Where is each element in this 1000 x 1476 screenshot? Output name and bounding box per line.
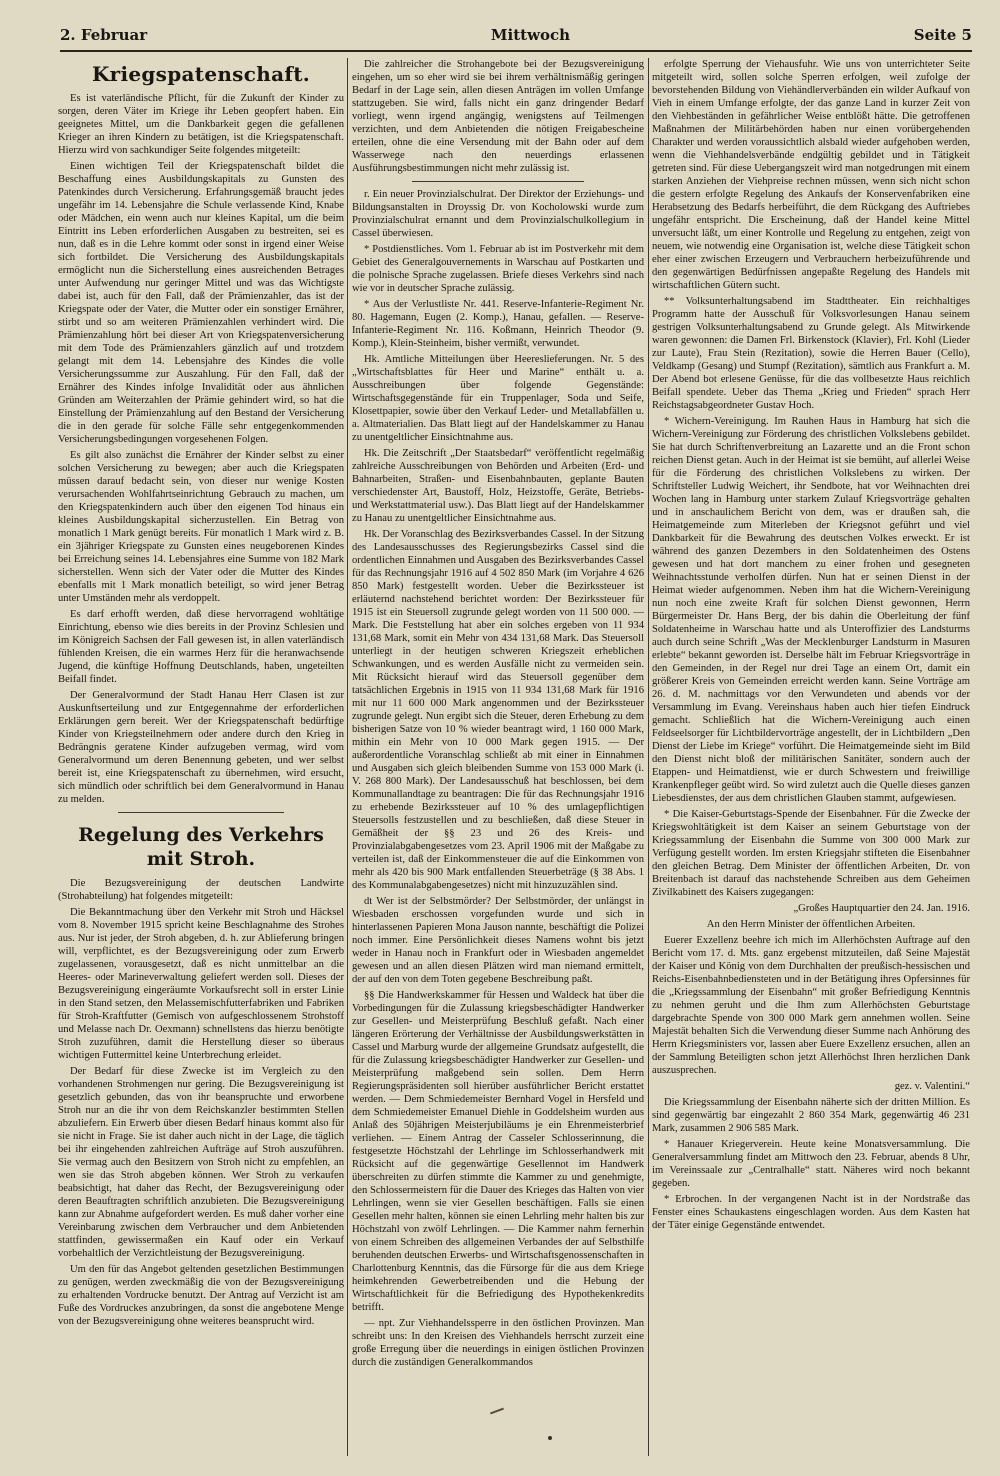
letter-body: Euerer Exzellenz beehre ich mich im Allerhöchsten Auftrage auf den Bericht vom 17. d. Mts. ganz ergebenst mitzuteilen, daß Seine Majestät der Kaiser und König von dem Durchhalten der preußisch-hessischen und Reichs-Eisenbahnbediensteten und in der Betätigung ihres Opfersinnes für die „Kriegssammlung der Eisenbahn“ mit großer Befriedigung Kenntnis zu nehmen geruht und die Ihm zum Allerhöchsten Geburtstage dargebrachte Spende von 300 000 Mark gern annehmen wollen. Seine Majestät behalten Sich die Verwendung dieser Summe nach Anhörung des Herrn Kriegsministers vor, lassen aber Euere Exzellenz ersuchen, allen an der Sammlung Beteiligten schon jetzt Allerhöchst Ihren herzlichen Dank auszusprechen. [652, 935, 970, 1076]
news-item-kaiser-spende: * Die Kaiser-Geburtstags-Spende der Eisenbahner. Für die Zwecke der Kriegswohltätigkeit ist dem Kaiser an seinem Geburtstage von der Kriegssammlung der Eisenbahn die Summe von 300 000 Mark zur Verfügung gestellt worden. Im ersten Kriegsjahr stifteten die Eisenbahner den gleichen Betrag. Dem Minister der öffentlichen Arbeiten, Dr. von Breitenbach ist darauf das nachstehende Schreiben aus dem Geheimen Zivilkabinett des Kaisers zugegangen: [652, 809, 970, 898]
column-1 [58, 58, 344, 1456]
news-item-staatsbedarf: Hk. Die Zeitschrift „Der Staatsbedarf“ veröffentlicht regelmäßig zahlreiche Ausschreibungen von Behörden und Arbeiten (Erd- und Bahnarbeiten, Straßen- und Eisenbahnbauten, geplante Bauten verschiedenster Art, Baustoff, Holz, Heizstoffe, Geräte, Betriebs- und Werkstattmaterial usw.). Das Blatt liegt auf der Handelskammer zu Hanau zu unentgeltlicher Einsichtnahme aus. [352, 448, 644, 524]
letter-addressee: An den Herrn Minister der öffentlichen Arbeiten. [706, 919, 916, 930]
article-paragraph: Es darf erhofft werden, daß diese hervorragend wohltätige Einrichtung, ebenso wie dies bereits in der Provinz Schlesien und im Königreich Sachsen der Fall gewesen ist, in allen vaterländisch fühlenden Kreisen, die ein warmes Herz für die heranwachsende Jugend, die künftige Hoffnung Deutschlands, haben, ungeteilten Beifall findet. [58, 609, 344, 685]
news-item-voranschlag: Hk. Der Voranschlag des Bezirksverbandes Cassel. In der Sitzung des Landesausschusses des Regierungsbezirks Cassel sind die ordentlichen Einnahmen und Ausgaben des Bezirksverbandes Cassel für das Rechnungsjahr 1916 auf 4 502 850 Mark (im Vorjahre 4 626 850 Mark) festgestellt worden. Ueber die Bezirkssteuer ist erläuternd nachstehend berichtet worden: Der Bezirkssteuer für 1915 ist ein Steuersoll zugrunde gelegt worden von 11 500 000. — Mark. Die Feststellung hat aber ein solches ergeben von 11 934 131,68 Mark, somit ein Mehr von 434 131,68 Mark. Das Steuersoll unterliegt in der heutigen schweren Kriegszeit erheblichen Schwankungen, und es werden Ausfälle nicht zu vermeiden sein. Mit Rücksicht hierauf wird das Steuersoll gegenüber dem tatsächlichen Ergebnis in 1915 von 11 934 131,68 Mark für 1916 mit nur 11 600 000 Mark angenommen und der Bezirkssteuer zugrunde gelegt. Nun ergibt sich die Steuer, deren Erhebung zu dem bisherigen Satze von 10 % wieder beantragt wird, 1 160 000 Mark, mithin ein Mehr von 10 000 Mark gegen 1915. — Der außerordentliche Voranschlag schließt ab mit einer in Einnahmen und Ausgaben sich gleich bleibenden Summe von 153 000 Mark (i. V. 268 800 Mark). Der Landesausschuß hat beschlossen, bei dem Kommunallandtage zu beantragen: Die für das Rechnungsjahr 1916 zu erhebende Bezirkssteuer auf 10 % des umlagepflichtigen Steuersolls festzustellen und zu beschließen, daß diese Steuer in Gemäßheit der §§ 23 und 26 des Kreis- und Provinzialabgabengesetzes vom 23. April 1906 mit der Maßgabe zu verteilen ist, daß der Einkommensteuer die auf die Einkommen von mehr als 420 bis 900 Mark entfallenden Steuerbeträge (§ 38 Abs. 1 des Kommunalabgabengesetzes) nicht mit hinzuzuzählen sind. [352, 529, 644, 891]
column-rule [347, 58, 348, 1456]
header-page-number: Seite 5 [913, 26, 972, 44]
column-3 [652, 58, 970, 1456]
article-paragraph: Die Kriegssammlung der Eisenbahn näherte sich der dritten Million. Es sind gegenwärtig bar eingezahlt 2 860 354 Mark, gegenwärtig 46 231 Mark, zusammen 2 906 585 Mark. [652, 1097, 970, 1134]
news-item-volksunterhaltungsabend: ** Volksunterhaltungsabend im Stadttheater. Ein reichhaltiges Programm hatte der Ausschuß für Volksvorlesungen Hanau seinem gestrigen Volksunterhaltungsabend zu Grunde gelegt. Als Mitwirkende waren gewonnen: die Damen Frl. Birkenstock (Klavier), Frl. Kohl (Lieder zur Laute), Frau Stein (Rezitation), sowie die Herren Bauer (Cello), Veldkamp (Gesang) und Stumpf (Rezitation), sämtlich aus Frankfurt a. M. Der Abend bot erlesene Genüsse, für die das vollbesetzte Haus reichlich Beifall spendete. Ueber das Thema „Krieg und Frieden“ sprach Herr Reichstagsabgeordneter Gustav Hoch. [652, 296, 970, 411]
news-item-heereslieferungen: Hk. Amtliche Mitteilungen über Heereslieferungen. Nr. 5 des „Wirtschaftsblattes für Heer und Marine“ enthält u. a. Ausschreibungen über folgende Gegenstände: Wirtschaftsgegenstände für ein Truppenlager, Soda und Seife, Klosettpapier, sowie über den Verkauf Leder- und Metallabfällen u. a. Altmaterialien. Das Blatt liegt auf der Handelskammer zu Hanau zu unentgeltlicher Einsichtnahme aus. [352, 354, 644, 443]
news-item-kriegerverein: * Hanauer Kriegerverein. Heute keine Monatsversammlung. Die Generalversammlung findet am Mittwoch den 23. Februar, abends 8 Uhr, im Vereinssaale zur „Centralhalle“ statt. Näheres wird noch bekannt gegeben. [652, 1139, 970, 1189]
article-paragraph: Einen wichtigen Teil der Kriegspatenschaft bildet die Beschaffung eines Ausbildungskapitals zu Gunsten des Patenkindes durch Versicherung. Erfahrungsgemäß braucht jedes ungefähr im 14. Lebensjahre die Schule verlassende Kind, Knabe oder Mädchen, ein wenn auch nur kleines Kapital, um die beim Eintritt ins Leben erforderlichen Ausgaben zu bestreiten, sei es nun, daß es in die Lehre kommt oder sonst in irgend einer Weise sich fortbildet. Die Versicherung des Ausbildungskapitals ermöglicht nun die Sicherstellung eines ausreichenden Betrages unter Aufwendung nur geringer Mittel und was das Wichtigste dabei ist, auch für den Fall, daß der Prämienzahler, das ist der Kriegspate oder der Vater, die Mutter oder ein sonstiger Ernährer, stirbt und so am weiteren Prämienzahlen verhindert wird. Die Prämienzahlung hört bei dieser Art von Kriegspatenversicherung mit dem Tode des Prämienzahlers gänzlich auf und trotzdem gelangt mit dem 14. Lebensjahre des Kindes die volle Versicherungssumme zur Auszahlung. Für den Fall, daß der Ernährer des Kindes infolge Invalidität oder aus ähnlichen Gründen am Weiterzahlen der Prämie gehindert wird, so hat die Einstellung der Prämienzahlung auf den Bestand der Versicherung die in den gerade für solche Fälle sehr entgegenkommenden Versicherungsbedingungen vorgesehenen Folgen. [58, 161, 344, 445]
article-separator [118, 812, 284, 813]
news-item-provinzialschulrat: r. Ein neuer Provinzialschulrat. Der Direktor der Erziehungs- und Bildungsanstalten in Droyssig Dr. von Kocholowski wurde zum Provinzialschulrat ernannt und dem Provinzialschulkollegium in Cassel überwiesen. [352, 189, 644, 239]
news-item-handwerkskammer: §§ Die Handwerkskammer für Hessen und Waldeck hat über die Vorbedingungen für die Zulassung kriegsbeschädigter Handwerker zur Gesellen- und Meisterprüfung Beschluß gefaßt. Nach einer längeren Erörterung der Verhältnisse der Ausbildungswerkstätten in Cassel und Marburg wurde der allgemeine Grundsatz aufgestellt, die für die Zulassung kriegsbeschädigter Handwerker zur Gesellen- und Meisterprüfung maßgebend sein sollen. Dem Herrn Regierungspräsidenten soll hierüber ausführlicher Bericht erstattet werden. — Dem Schmiedemeister Bernhard Vogel in Hersfeld und dem Schmiedemeister Emanuel Diehle in Goddelsheim wurden aus Anlaß des 50jährigen Meisterjubiläums je ein Ehrenmeisterbrief verliehen. — Einem Antrag der Casseler Schlosserinnung, die festgesetzte Höchstzahl der Lehrlinge im Schlosserhandwerk mit Rücksicht auf die gegenwärtige Gesellennot im Handwerk überschreiten zu dürfen stimmte die Kammer zu und genehmigte, den Schlossermeistern für die Dauer des Krieges das Halten von vier Lehrlingen, wenn sie vier Gesellen beschäftigen. Falls sie einen Gesellen mehr halten, können sie einen Lehrling mehr halten bis zur Höchstzahl von zwölf Lehrlingen. — Die Kammer nahm fernerhin von einem Schreiben des allgemeinen Verbandes der auf Selbsthilfe beruhenden deutschen Erwerbs- und Wirtschaftsgenossenschaften in Charlottenburg Kenntnis, das die Fürsorge für die aus dem Kriege heimkehrenden Gewerbetreibenden und die Hebung der Wirtschaftlichkeit für die Befriedigung des Hypothekenkredits betrifft. [352, 990, 644, 1313]
column-rule [648, 58, 649, 1456]
page-header [60, 20, 972, 52]
article-paragraph: erfolgte Sperrung der Viehausfuhr. Wie uns von unterrichteter Seite mitgeteilt wird, sollen solche Sperren erfolgen, weil zufolge der bevorstehenden Bildung von Viehändlerverbänden ein wilder Aufkauf von Vieh in einem Umfange erfolgte, der das ganze Land in kurzer Zeit von den Viehbeständen in gefährlicher Weise entblößt hätte. Die getroffenen Maßnahmen der Militärbehörden haben nur einen vorübergehenden Charakter und werden voraussichtlich alsbald wieder aufgehoben werden, wenn die Viehhandelsverbände endgültig gebildet und in Tätigkeit getreten sind. Für diese Uebergangszeit wird man notgedrungen mit einem starken Anziehen der Viehpreise rechnen müssen, wenn sich nicht schon die gestern erfolgte Regelung des Ankaufs der Konservenfabriken eine Herabsetzung des Bedarfs herbeiführt, die dem Rückgang des Auftriebes ungefähr entspricht. Die Erscheinung, daß der Handel keine Mittel unversucht läßt, um einer Kontrolle und Regelung zu entgehen, zeigt von neuem, wie notwendig eine Organisation ist, welche diese Tätigkeit schon eher einer zwischen Erzeugern und Verbrauchern herbeizuführende und den gegenwärtigen Bedürfnissen angepaßte Regelung des Handels mit wirtschaftlichen Gütern sucht. [652, 59, 970, 291]
article-paragraph: Es ist vaterländische Pflicht, für die Zukunft der Kinder zu sorgen, deren Väter im Kriege ihr Leben geopfert haben. Ein geeignetes Mittel, um die Dankbarkeit gegen die gefallenen Krieger an ihren Kindern zu betätigen, ist die Kriegspatenschaft. Hierzu wird von sachkundiger Seite folgendes mitgeteilt: [58, 93, 344, 156]
article-paragraph: Um den für das Angebot geltenden gesetzlichen Bestimmungen zu genügen, werden zweckmäßig die von der Bezugsvereinigung zu erhaltenden Vordrucke benutzt. Der Antrag auf Verzicht ist am Fuße des Vordruckes anzubringen, da sonst die angebotene Menge von der Bezugsvereinigung ohne weiteres beansprucht wird. [58, 1264, 344, 1327]
news-item-erbrochen: * Erbrochen. In der vergangenen Nacht ist in der Nordstraße das Fenster eines Schaukastens eingeschlagen worden. Aus dem Kasten hat der Täter einige Gegenstände entwendet. [652, 1194, 970, 1231]
news-item-verlustliste: * Aus der Verlustliste Nr. 441. Reserve-Infanterie-Regiment Nr. 80. Hagemann, Eugen (2. Komp.), Hanau, gefallen. — Reserve-Infanterie-Regiment Nr. 116. Koßmann, Heinrich Theodor (9. Komp.), Klein-Steinheim, bisher vermißt, verwundet. [352, 299, 644, 349]
news-item-selbstmoerder: dt Wer ist der Selbstmörder? Der Selbstmörder, der unlängst in Wiesbaden erschossen vorgefunden wurde und sich in hinterlassenen Papieren Mona Jauson nannte, beschäftigt die Polizei noch immer. Eine Persönlichkeit dieses Namens wohnt bis jetzt weder in Hanau noch in Frankfurt oder in Wiesbaden angemeldet gewesen und an allen diesen Plätzen wird man niemand ermittelt, der auf den von dem Toten gegebene Beschreibung paßt. [352, 896, 644, 985]
letter-dateline: „Großes Hauptquartier den 24. Jan. 1916. [793, 903, 970, 914]
article-paragraph: Der Generalvormund der Stadt Hanau Herr Clasen ist zur Auskunftserteilung und zur Entgegennahme der erforderlichen Erklärungen gern bereit. Wer der Kriegspatenschaft bedürftige Kinder von Kriegsteilnehmern oder andere durch den Krieg in Bedrängnis geratene Kinder aufzugeben vermag, wird vom Generalvormund um deren Benennung gebeten, und wer selbst bereit ist, eine Kriegspatenschaft zu übernehmen, wird ersucht, sich mündlich oder schriftlich bei dem Generalvormund in Hanau zu melden. [58, 690, 344, 805]
news-item-postdienstliches: * Postdienstliches. Vom 1. Februar ab ist im Postverkehr mit dem Gebiet des Generalgouvernements in Warschau auf Postkarten und die polnische Sprache zugelassen. Briefe dieses Verkehrs sind nach wie vor in deutscher Sprache zulässig. [352, 244, 644, 294]
header-weekday: Mittwoch [490, 26, 571, 44]
ink-dot [548, 1436, 552, 1440]
headline-kriegspatenschaft: Kriegspatenschaft. [91, 62, 311, 86]
article-paragraph: Die Bezugsvereinigung der deutschen Landwirte (Strohabteilung) hat folgendes mitgeteilt: [58, 878, 344, 902]
news-item-wichern-vereinigung: * Wichern-Vereinigung. Im Rauhen Haus in Hamburg hat sich die Wichern-Vereinigung zur Förderung des christlichen Volkslebens gebildet. Sie hat durch Schriftenverbreitung an Lazarette und an die Front schon reichen Dienst getan. Auch in der Heimat ist sie bemüht, auf allerlei Weise für die Förderung des christlichen Volkslebens zu wirken. Der Schriftsteller Ludwig Weichert, ihr Sendbote, hat vor Weihnachten drei Wochen lang in Hamburg unter starkem Zulauf Kriegsvorträge gehalten und in anschaulichem Bericht von dem, was er draußen sah, die Heimatgemeinde zum Miterleben der Kriegsnot geführt und viel Dankbarkeit für die Bewahrung des deutschen Volkes erweckt. Er ist während des ganzen Dezembers in den Soldatenheimen des Ostens gewesen und hat dort manchem zu einer frohen und gesegneten Weihnachtsstunde verholfen dürfen. Nun hat er seinen Dienst in der Heimat wieder aufgenommen. Neben ihm hat die Wichern-Vereinigung nun noch eine zweite Kraft für solchen Dienst gewonnen, Herrn Bürgermeister Dr. Hans Berg, der bis dahin die Oberleitung der fünf Soldatenheime in Warschau hatte und als Unteroffizier des Landsturms auch durch seine Schrift „Was der Mecklenburger Landsturm in Masuren erlebte“ bekannt geworden ist. Derselbe hält im Februar Kriegsvorträge in den Gemeinden, in der Regel nur drei Tage an einem Ort, damit ein größerer Kreis von Gemeinden erreicht werden kann. Seine Vorträge am 26. d. M. nachmittags vor den Verwundeten und abends vor der Versammlung im Evang. Vereinshaus haben auch hier tiefen Eindruck gemacht. Schließlich hat die Wichern-Vereinigung auch einen Feldseelsorger für Lichtbildervorträge angestellt, der in Lichtbildern „Den Dienst der Liebe im Kriege“ vorführt. Die Heimatgemeinde sieht im Bild den Dienst nicht bloß der militärischen Sanitäter, sondern auch der Etappen- und Heimatdienst, wie er durch Schwestern und freiwillige Krankenpfleger geübt wird. So wird zuletzt auch die Quelle dieses ganzen Liebesdienstes, der aus dem christlichen Glauben stammt, aufgewiesen. [652, 416, 970, 804]
article-paragraph: Die Bekanntmachung über den Verkehr mit Stroh und Häcksel vom 8. November 1915 spricht keine Beschlagnahme des Strohes aus. Nur ist jeder, der Stroh abgeben, d. h. zur Ablieferung bringen will, verpflichtet, es der Bezugsvereinigung oder zum Erwerb zugelassenen, vorausgesetzt, daß es nicht unmittelbar an die Heeres- oder Marineverwaltung geliefert werden soll. Dieses der Bezugsvereinigung eingeräumte Vorkaufsrecht soll in erster Linie in den Stand setzen, den Melassemischfutterfabriken und Fabriken für Stroh-Kraftfutter (Gemisch von aufgeschlossenem Strohstoff und Melasse nach Dr. Oexmann) schnellstens das hierzu benötigte Stroh zuzuführen, damit die Herstellung dieser so überaus wichtigen Futtermittel keine Unterbrechung erleidet. [58, 907, 344, 1061]
article-paragraph: Es gilt also zunächst die Ernährer der Kinder selbst zu einer solchen Versicherung zu bewegen; aber auch die Kriegspaten müssen darauf bedacht sein, von dieser nur wenige Kosten verursachenden Wohlfahrtseinrichtung Gebrauch zu machen, um den Kriegspatenkindern auch über den eigenen Tod hinaus ein kleines Ausbildungskapital sicherzustellen. Ein Betrag von monatlich 1 Mark genügt bereits. Für monatlich 1 Mark wird z. B. ein 3jähriger Kriegspate zu Gunsten eines neugeborenen Kindes bei Erreichung seines 14. Lebensjahres eine Summe von 182 Mark sicherstellen. Wenn sich der Vater oder die Mutter des Kindes ebenfalls mit 1 Mark monatlich beteiligt, so wird jener Betrag unter Umständen mehr als verdoppelt. [58, 450, 344, 604]
header-date: 2. Februar [60, 26, 148, 44]
article-separator [412, 181, 584, 182]
letter-signature: gez. v. Valentini.“ [894, 1081, 970, 1092]
article-paragraph: Der Bedarf für diese Zwecke ist im Vergleich zu den vorhandenen Strohmengen nur gering. Die Bezugsvereinigung ist gesetzlich gebunden, das von ihr beanspruchte und erworbene Stroh nur an die ihr von dem Reichskanzler bestimmten Stellen abzuliefern. Ein Erwerb über diesen Bedarf hinaus kommt also für sie nicht in Frage. Sie ist daher auch nicht in der Lage, die täglich bei ihr eingehenden zahlreichen Aufträge auf Stroh auszuführen. Sie vermag auch den Besitzern von Stroh nicht zu empfehlen, an wen sie das Stroh abgeben können. Wer Stroh zu verkaufen beabsichtigt, hat daher das Recht, der Bezugsvereinigung oder deren Beauftragten schriftlich anzubieten. Die Bezugsvereinigung kann zur Abnahme aufgefordert werden. Es muß daher vorher eine Vereinbarung zwischen dem Verbraucher und dem Anbietenden stattfinden, gewissermaßen ein Kauf oder ein Verkauf vorbehaltlich der Verzichtleistung der Bezugsvereinigung. [58, 1066, 344, 1259]
news-item-viehhandelssperre: — npt. Zur Viehhandelssperre in den östlichen Provinzen. Man schreibt uns: In den Kreisen des Viehhandels herrscht zurzeit eine große Erregung über die neuerdings in einigen östlichen Provinzen durch die zuständigen Generalkommandos [352, 1318, 644, 1368]
headline-stroh: Regelung des Verkehrs mit Stroh. [78, 824, 324, 870]
column-2 [352, 58, 644, 1456]
article-paragraph: Die zahlreicher die Strohangebote bei der Bezugsvereinigung eingehen, um so eher wird sie bei ihrem verhältnismäßig geringen Bedarf in der Lage sein, allen diesen Anträgen im vollen Umfange stattzugeben. Sie wird, falls nicht ein ganz dringender Bedarf vorliegt, wenn irgend angängig, wenigstens auf Teilmengen verzichten, und dem Anbietenden die nötigen Freigabescheine erteilen, ohne die eine Versendung mit der Bahn oder auf dem Wasserwege nach den neuerdings erlassenen Ausführungsbestimmungen nicht mehr zulässig ist. [352, 59, 644, 174]
